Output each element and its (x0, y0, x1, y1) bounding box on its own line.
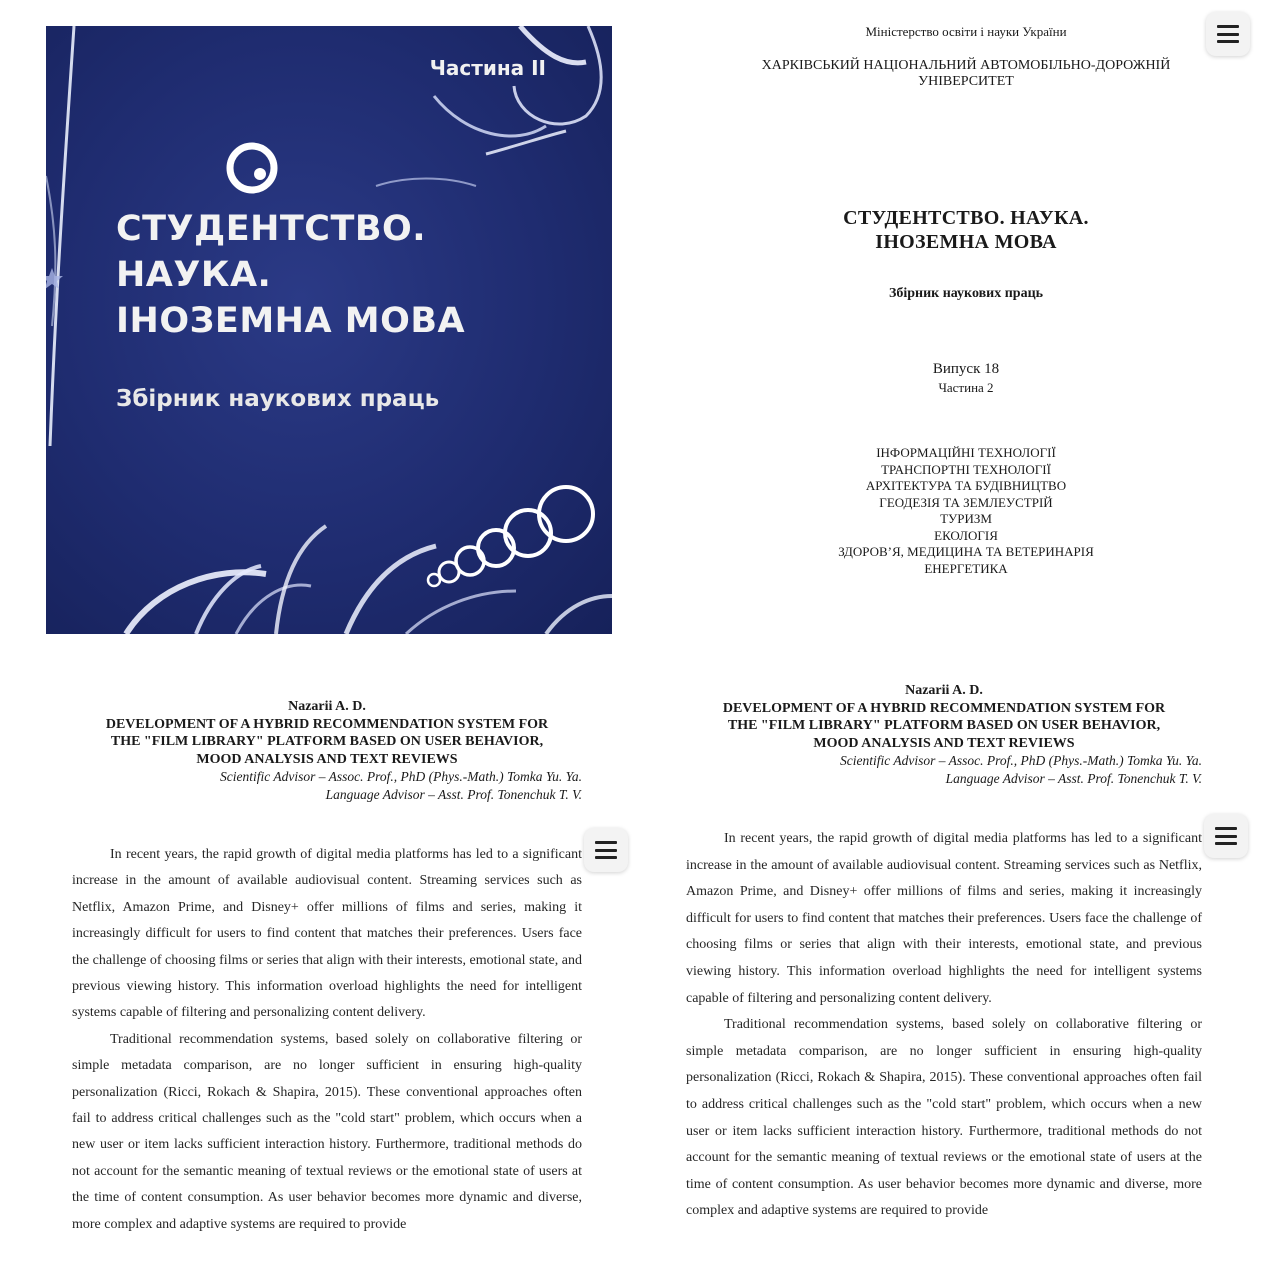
cover-title (116, 206, 465, 344)
topic-item: ЗДОРОВ’Я, МЕДИЦИНА ТА ВЕТЕРИНАРІЯ (838, 544, 1094, 559)
menu-icon (595, 841, 617, 859)
language-advisor: Language Advisor – Asst. Prof. Tonenchuk T. V. (945, 771, 1202, 786)
article-page-right (686, 682, 1202, 1225)
collection-subtitle: Збірник наукових праць (888, 286, 1044, 301)
menu-button-left[interactable] (584, 828, 628, 872)
article-header (72, 698, 582, 768)
scientific-advisor: Scientific Advisor – Assoc. Prof., PhD (Phys.-Math.) Tomka Yu. Ya. (219, 769, 582, 784)
book-cover (46, 26, 612, 634)
cover-title-line: СТУДЕНТСТВО. (116, 209, 427, 249)
article-page-right-viewport (686, 682, 1206, 1254)
collection-title-line: ІНОЗЕМНА МОВА (875, 231, 1057, 253)
article-paragraph: In recent years, the rapid growth of digital media platforms has led to a significant increase in the amount of available audiovisual content. Streaming services such as Netflix, Amazon Prime, and Disney+ offer millions of films and series, making it increasingly difficult for users to find content that matches their preferences. Users face the challenge of choosing films or series that align with their interests, emotional state, and previous viewing history. This information overload highlights the need for intelligent systems capable of filtering and personalizing content delivery. (72, 847, 582, 1021)
article-paragraph: In recent years, the rapid growth of digital media platforms has led to a significant increase in the amount of available audiovisual content. Streaming services such as Netflix, Amazon Prime, and Disney+ offer millions of films and series, making it increasingly difficult for users to find content that matches their preferences. Users face the challenge of choosing films or series that align with their interests, emotional state, and previous viewing history. This information overload highlights the need for intelligent systems capable of filtering and personalizing content delivery. (686, 831, 1202, 1006)
article-title-line: MOOD ANALYSIS AND TEXT REVIEWS (196, 751, 458, 767)
topic-item: ЕКОЛОГІЯ (934, 527, 998, 543)
article-title-line: THE "FILM LIBRARY" PLATFORM BASED ON USER BEHAVIOR, (727, 718, 1161, 733)
article-author: Nazarii A. D. (905, 683, 983, 698)
article-author: Nazarii A. D. (288, 699, 366, 714)
article-paragraph: Traditional recommendation systems, based solely on collaborative filtering or simple metadata comparison, are no longer sufficient in ensuring high-quality personalization (Ricci, Rokach & Shapira, 2015). These conventional approaches often fail to address critical challenges such as the "cold start" problem, which occurs when a new user or item lacks sufficient interaction history. Furthermore, traditional methods do not account for the semantic meaning of textual reviews or the emotional state of users at the time of content consumption. As user behavior becomes more dynamic and diverse, more complex and adaptive systems are required to provide (686, 1017, 1202, 1219)
article-header (686, 682, 1202, 752)
title-page (680, 20, 1252, 620)
topic-item: ЕНЕРГЕТИКА (924, 560, 1008, 576)
menu-button-right[interactable] (1204, 814, 1248, 858)
cover-subtitle: Збірник наукових праць (116, 386, 440, 412)
article-title-line: THE "FILM LIBRARY" PLATFORM BASED ON USER BEHAVIOR, (110, 734, 544, 749)
topic-item: ТРАНСПОРТНІ ТЕХНОЛОГІЇ (881, 461, 1051, 477)
scientific-advisor: Scientific Advisor – Assoc. Prof., PhD (Phys.-Math.) Tomka Yu. Ya. (839, 753, 1202, 768)
university-line: УНІВЕРСИТЕТ (918, 74, 1014, 89)
article-title-line: MOOD ANALYSIS AND TEXT REVIEWS (813, 735, 1075, 751)
article-page-left (72, 698, 582, 1238)
topic-item: ІНФОРМАЦІЙНІ ТЕХНОЛОГІЇ (876, 445, 1056, 460)
article-title-line: DEVELOPMENT OF A HYBRID RECOMMENDATION SYSTEM FOR (105, 716, 549, 732)
issue-number: Випуск 18 (932, 361, 1000, 377)
ministry-name: Міністерство освіти і науки України (865, 24, 1067, 39)
university-name (720, 58, 1212, 90)
article-body (72, 842, 582, 1238)
topic-item: ТУРИЗМ (940, 511, 992, 526)
cover-title-line: ІНОЗЕМНА МОВА (116, 301, 466, 341)
menu-icon (1217, 25, 1239, 43)
article-title-line: DEVELOPMENT OF A HYBRID RECOMMENDATION SYSTEM FOR (722, 700, 1166, 716)
article-paragraph: Traditional recommendation systems, based solely on collaborative filtering or simple metadata comparison, are no longer sufficient in ensuring high-quality personalization (Ricci, Rokach & Shapira, 2015). These conventional approaches often fail to address critical challenges such as the "cold start" problem, which occurs when a new user or item lacks sufficient interaction history. Furthermore, traditional methods do not account for the semantic meaning of textual reviews or the emotional state of users at the time of content consumption. As user behavior becomes more dynamic and diverse, more complex and adaptive systems are required to provide (72, 1031, 582, 1232)
cover-part-label: Частина II (429, 56, 546, 80)
university-line: ХАРКІВСЬКИЙ НАЦІОНАЛЬНИЙ АВТОМОБІЛЬНО-ДОРОЖНІЙ (761, 58, 1171, 73)
topic-item: АРХІТЕКТУРА ТА БУДІВНИЦТВО (865, 478, 1067, 493)
topic-item: ГЕОДЕЗІЯ ТА ЗЕМЛЕУСТРІЙ (879, 494, 1053, 510)
menu-icon (1215, 827, 1237, 845)
article-advisors (72, 768, 582, 804)
article-body (686, 826, 1202, 1225)
collection-title-line: СТУДЕНТСТВО. НАУКА. (843, 207, 1089, 229)
topics-list (680, 445, 1252, 577)
menu-button-top[interactable] (1206, 12, 1250, 56)
part-number: Частина 2 (938, 380, 994, 395)
article-advisors (686, 752, 1202, 788)
cover-title-line: НАУКА. (116, 255, 272, 295)
collection-title (680, 206, 1252, 254)
language-advisor: Language Advisor – Asst. Prof. Tonenchuk T. V. (325, 787, 582, 802)
